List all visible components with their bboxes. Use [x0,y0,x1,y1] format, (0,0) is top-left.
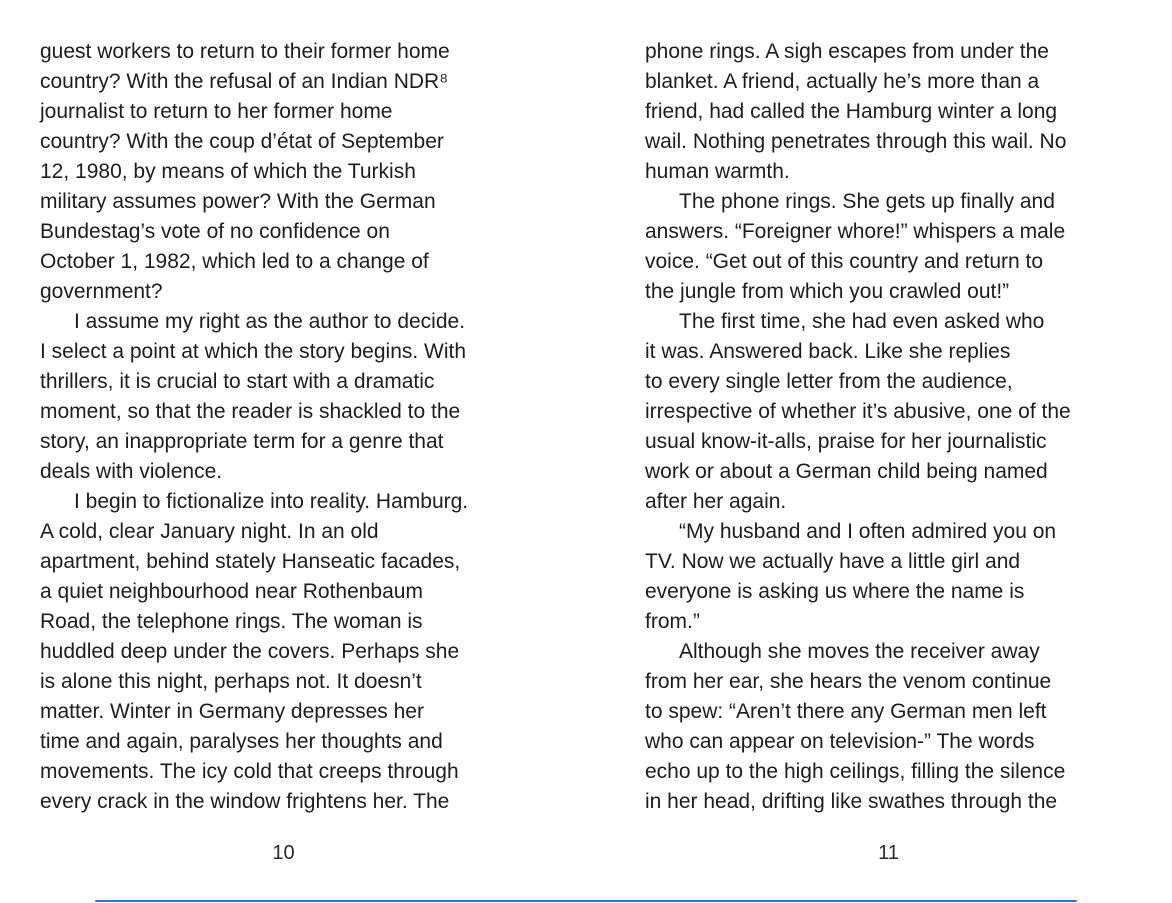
text-line: moment, so that the reader is shackled to the [40,400,461,423]
page-right-text [645,37,1132,817]
page-left [40,37,527,865]
text-line: to spew: “Aren’t there any German men left [645,700,1047,723]
text-line: 12, 1980, by means of which the Turkish [40,160,416,183]
text-line: journalist to return to her former home [40,100,393,123]
text-line: echo up to the high ceilings, filling the silence [645,760,1066,783]
text-line: to every single letter from the audience, [645,370,1013,393]
text-line: thrillers, it is crucial to start with a dramatic [40,370,435,393]
text-line: time and again, paralyses her thoughts and [40,730,443,753]
text-line: Road, the telephone rings. The woman is [40,610,423,633]
text-line: Bundestag’s vote of no confidence on [40,220,390,243]
text-line: huddled deep under the covers. Perhaps she [40,640,460,663]
page-right [645,37,1132,865]
text-line: who can appear on television-” The words [645,730,1035,753]
text-line: from her ear, she hears the venom continue [645,670,1052,693]
text-line: in her head, drifting like swathes through the [645,790,1058,813]
text-line: apartment, behind stately Hanseatic facades, [40,550,461,573]
text-line: deals with violence. [40,460,223,483]
text-line: human warmth. [645,160,790,183]
text-line: a quiet neighbourhood near Rothenbaum [40,580,423,603]
text-line: story, an inappropriate term for a genre that [40,430,444,453]
text-line: is alone this night, perhaps not. It doesn’t [40,670,422,693]
text-line: everyone is asking us where the name is [645,580,1025,603]
text-line: blanket. A friend, actually he’s more than a [645,70,1040,93]
text-line: October 1, 1982, which led to a change of [40,250,429,273]
page-right-number: 11 [878,842,899,864]
text-line: The phone rings. She gets up finally and [679,190,1055,213]
text-line: TV. Now we actually have a little girl and [645,550,1021,573]
text-line: voice. “Get out of this country and return to [645,250,1044,273]
text-line: usual know-it-alls, praise for her journalistic [645,430,1047,453]
text-line: The first time, she had even asked who [679,310,1045,333]
reading-progress-bar[interactable] [95,900,1077,902]
text-line: “My husband and I often admired you on [679,520,1057,543]
text-line: matter. Winter in Germany depresses her [40,700,424,723]
text-line: I begin to fictionalize into reality. Hamburg. [74,490,469,513]
text-line: work or about a German child being named [645,460,1048,483]
text-line: every crack in the window frightens her. The [40,790,450,813]
page-left-text [40,37,527,817]
text-line: Although she moves the receiver away [679,640,1040,663]
text-line: government? [40,280,163,303]
page-left-number: 10 [272,842,295,864]
text-line: I select a point at which the story begins. With [40,340,467,363]
text-line: military assumes power? With the German [40,190,436,213]
text-line: country? With the coup d’état of September [40,130,444,153]
text-line: phone rings. A sigh escapes from under the [645,40,1049,63]
text-line: movements. The icy cold that creeps through [40,760,459,783]
text-line: answers. “Foreigner whore!” whispers a male [645,220,1066,243]
text-line: after her again. [645,490,787,513]
text-line: country? With the refusal of an Indian NDR⁸ [40,70,449,93]
text-line: A cold, clear January night. In an old [40,520,379,543]
text-line: I assume my right as the author to decide. [74,310,466,333]
text-line: the jungle from which you crawled out!” [645,280,1010,303]
text-line: guest workers to return to their former home [40,40,450,63]
text-line: from.” [645,610,700,633]
text-line: friend, had called the Hamburg winter a long [645,100,1058,123]
text-line: it was. Answered back. Like she replies [645,340,1011,363]
text-line: irrespective of whether it’s abusive, one of the [645,400,1071,423]
text-line: wail. Nothing penetrates through this wail. No [645,130,1067,153]
